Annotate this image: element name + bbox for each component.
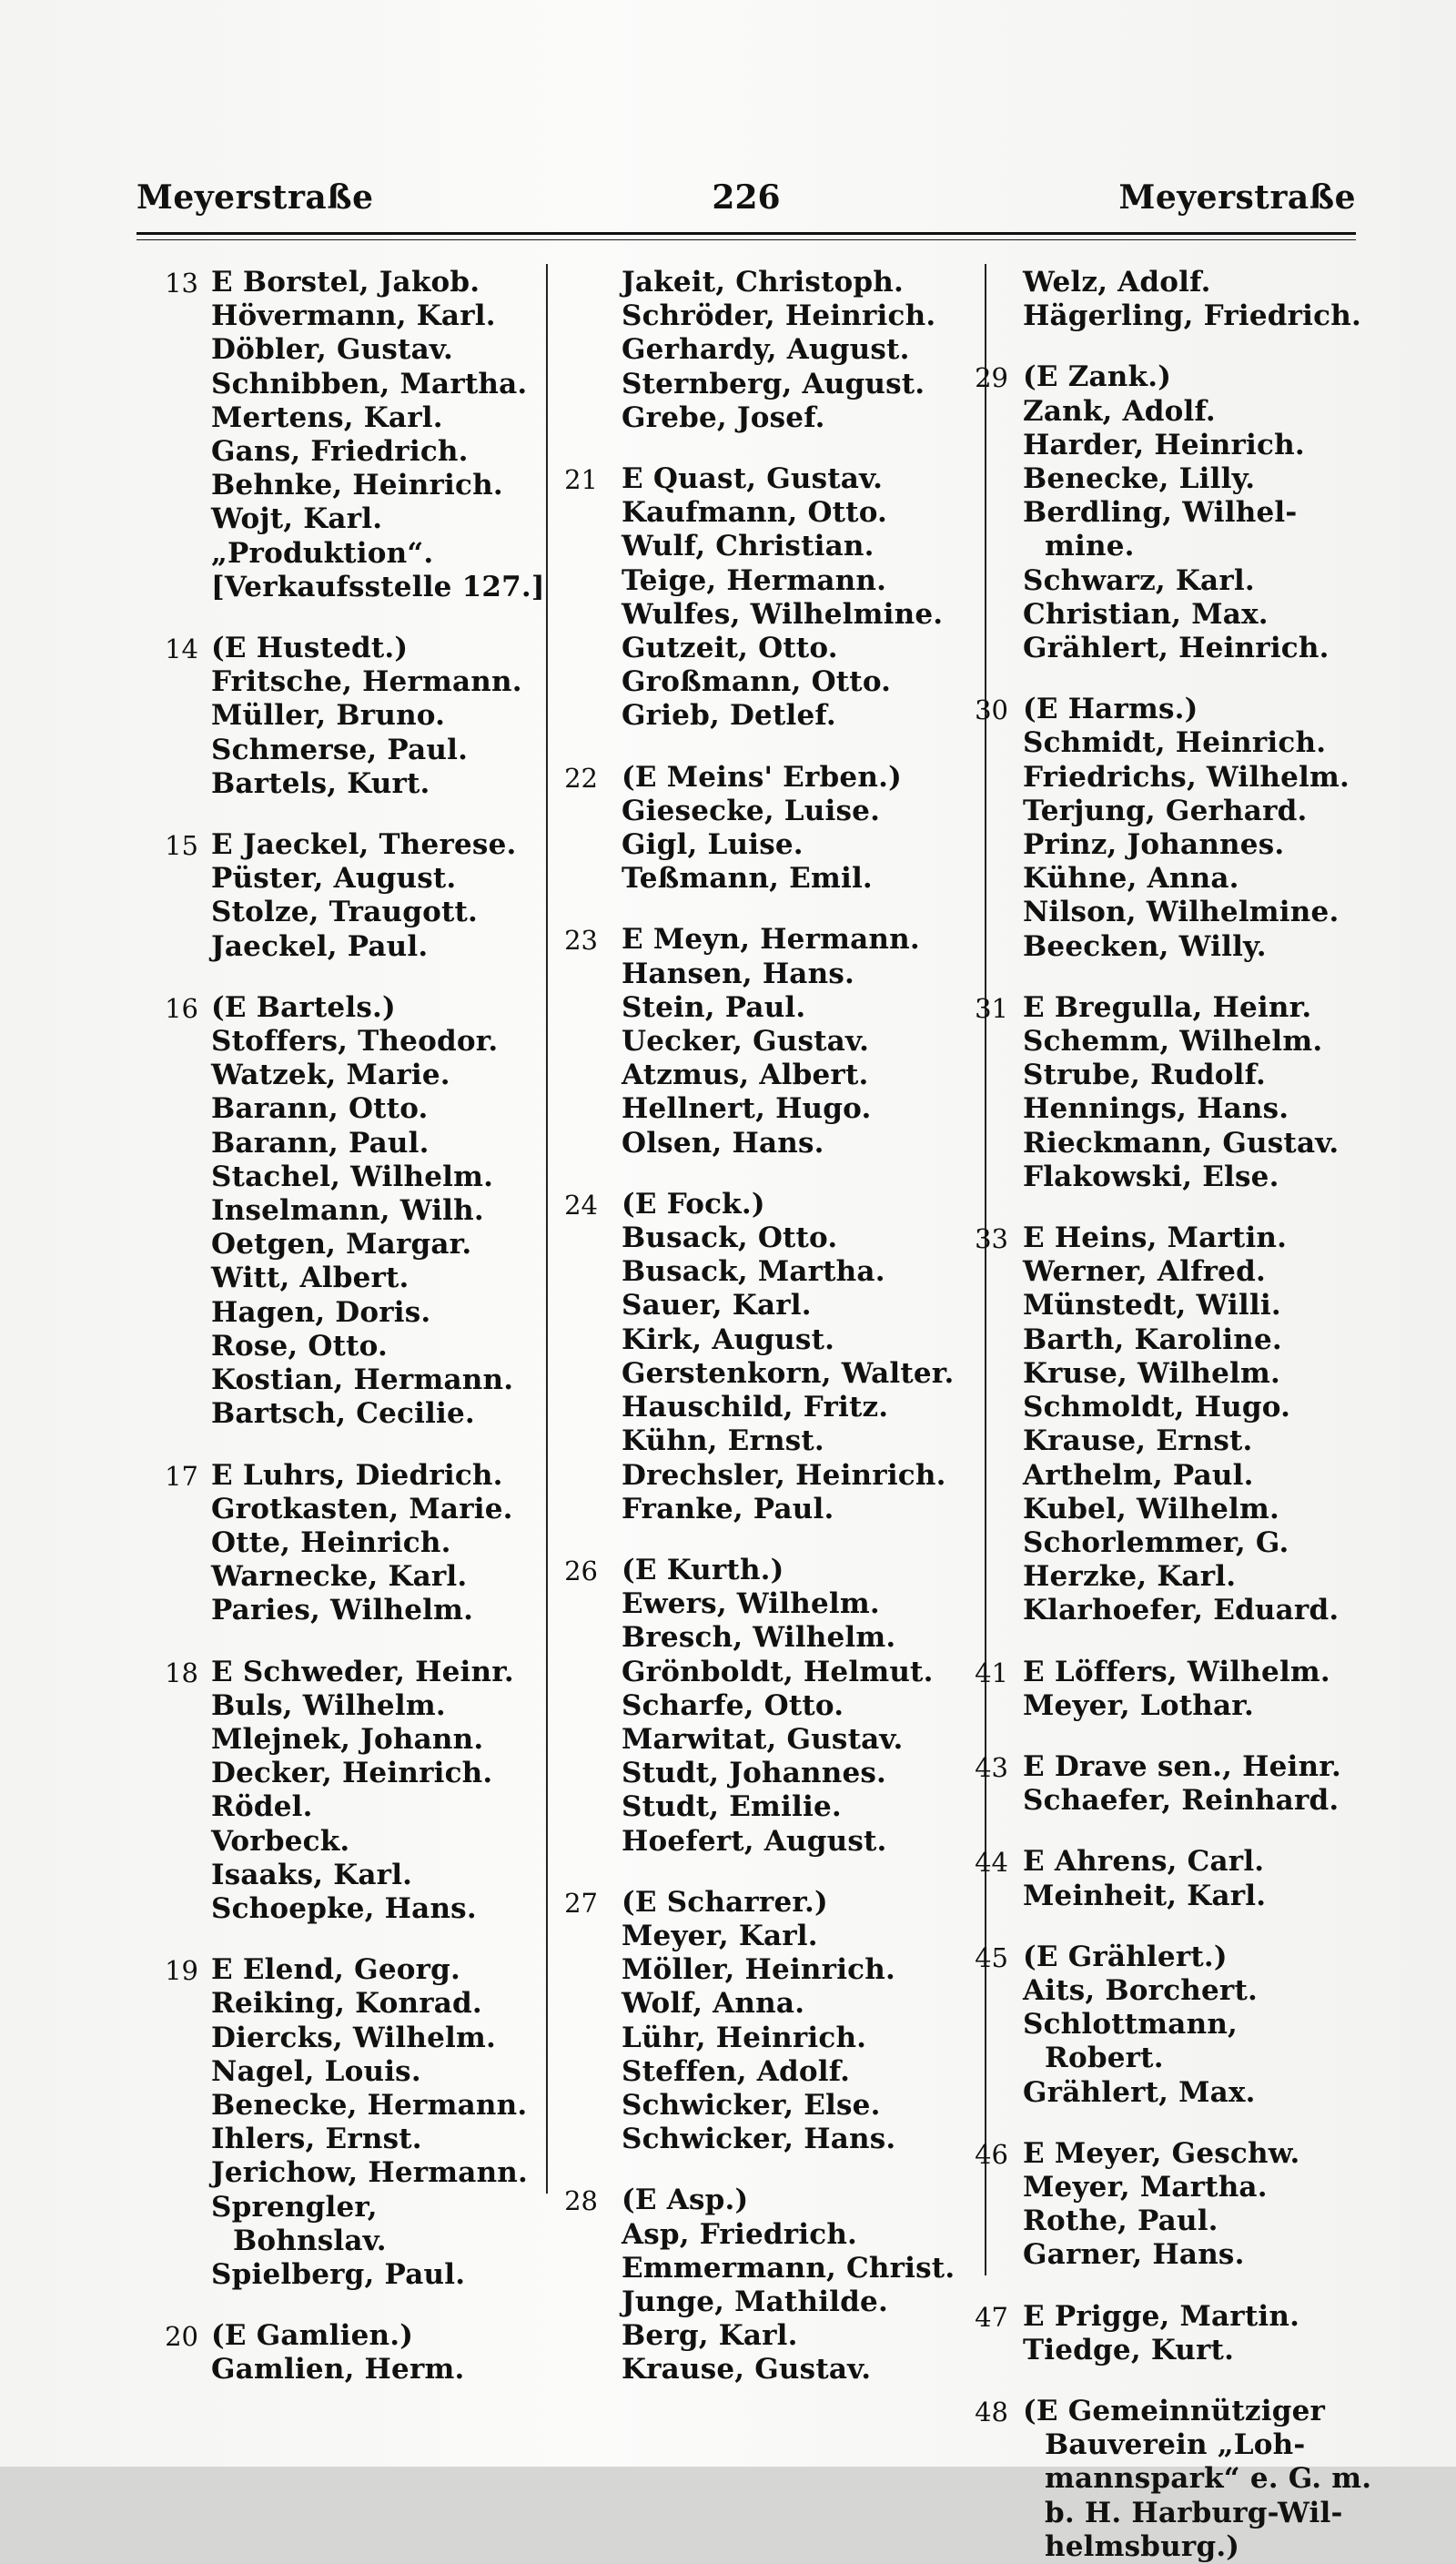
resident-line: Benecke, Lilly. <box>1023 462 1256 496</box>
page-header <box>136 178 1356 233</box>
resident-line: Kirk, August. <box>622 1323 835 1356</box>
resident-line: Mlejnek, Johann. <box>211 1722 484 1756</box>
resident-line: Schnibben, Martha. <box>211 367 528 400</box>
house-number: 41 <box>975 1657 1008 1688</box>
resident-list <box>622 462 983 734</box>
house-number: 15 <box>165 830 198 862</box>
resident-line: Kaufmann, Otto. <box>622 496 888 530</box>
resident-line: Tiedge, Kurt. <box>1023 2333 1235 2366</box>
column-2 <box>551 266 983 2387</box>
resident-line: Studt, Johannes. <box>622 1757 887 1790</box>
house-entry <box>551 462 983 734</box>
house-number: 43 <box>975 1751 1008 1783</box>
resident-line: Gerstenkorn, Walter. <box>622 1356 955 1390</box>
resident-line: (E Zank.) <box>1023 360 1172 394</box>
house-entry <box>146 1459 546 1628</box>
resident-list <box>211 266 546 604</box>
resident-list <box>622 2184 983 2387</box>
house-number: 28 <box>564 2185 598 2217</box>
resident-line: Teige, Hermann. <box>622 563 887 597</box>
house-entry <box>551 266 983 435</box>
resident-line: Meyer, Martha. <box>1023 2170 1268 2204</box>
resident-line: Friedrichs, Wilhelm. <box>1023 760 1350 794</box>
resident-line: E Elend, Georg. <box>211 1953 461 1987</box>
resident-line: Teßmann, Emil. <box>622 862 873 896</box>
house-number: 29 <box>975 362 1008 394</box>
house-number: 18 <box>165 1657 198 1688</box>
resident-line: Wolf, Anna. <box>622 1987 805 2021</box>
resident-line: Jerichow, Hermann. <box>211 2156 529 2190</box>
house-number: 14 <box>165 633 198 665</box>
resident-list <box>211 828 546 964</box>
resident-line: Arthelm, Paul. <box>1023 1458 1254 1492</box>
resident-line: Meyer, Lothar. <box>1023 1688 1254 1722</box>
resident-line: Gutzeit, Otto. <box>622 632 838 665</box>
resident-list <box>211 991 546 1432</box>
house-entry <box>551 923 983 1160</box>
resident-line: Scharfe, Otto. <box>622 1688 844 1722</box>
house-entry <box>146 266 546 604</box>
house-entry <box>956 2395 1429 2564</box>
resident-line: Krause, Gustav. <box>622 2353 872 2387</box>
resident-line: Wulf, Christian. <box>622 530 875 563</box>
resident-line: Krause, Ernst. <box>1023 1424 1253 1458</box>
resident-line: mine. <box>1045 530 1135 563</box>
resident-line: (E Harms.) <box>1023 693 1198 726</box>
resident-line: Oetgen, Margar. <box>211 1228 472 1262</box>
resident-line: Gans, Friedrich. <box>211 435 469 469</box>
resident-line: Isaaks, Karl. <box>211 1858 413 1891</box>
house-entry <box>551 1886 983 2157</box>
resident-line: Zank, Adolf. <box>1023 394 1216 428</box>
resident-line: Decker, Heinrich. <box>211 1757 493 1790</box>
resident-line: mannspark“ e. G. m. <box>1045 2462 1372 2496</box>
house-entry <box>956 991 1429 1194</box>
resident-line: Jakeit, Christoph. <box>622 266 905 299</box>
house-entry <box>956 360 1429 665</box>
resident-line: Großmann, Otto. <box>622 665 892 699</box>
house-entry <box>956 1941 1429 2110</box>
resident-line: Wulfes, Wilhelmine. <box>622 597 944 631</box>
resident-line: Wojt, Karl. <box>211 502 383 536</box>
house-number: 46 <box>975 2138 1008 2170</box>
house-entry <box>956 1845 1429 1912</box>
resident-line: Sauer, Karl. <box>622 1289 812 1323</box>
resident-list <box>1023 1221 1429 1627</box>
house-entry <box>551 761 983 897</box>
resident-list <box>211 2319 546 2387</box>
resident-line: Schwarz, Karl. <box>1023 563 1255 597</box>
resident-line: Sternberg, August. <box>622 367 925 400</box>
resident-line: Bauverein „Loh- <box>1045 2428 1306 2462</box>
resident-line: Olsen, Hans. <box>622 1126 824 1160</box>
resident-line: Franke, Paul. <box>622 1492 834 1525</box>
resident-line: Giesecke, Luise. <box>622 794 881 827</box>
resident-list <box>622 1188 983 1526</box>
house-number: 19 <box>165 1955 198 1987</box>
resident-line: Klarhoefer, Eduard. <box>1023 1594 1340 1627</box>
house-entry <box>956 1221 1429 1627</box>
resident-line: Schmerse, Paul. <box>211 733 469 766</box>
resident-line: Kostian, Hermann. <box>211 1363 514 1397</box>
resident-line: Otte, Heinrich. <box>211 1525 451 1559</box>
resident-line: Kubel, Wilhelm. <box>1023 1492 1280 1525</box>
house-entry <box>146 632 546 801</box>
resident-line: Grählert, Heinrich. <box>1023 632 1330 665</box>
resident-line: Rothe, Paul. <box>1023 2204 1218 2238</box>
resident-line: Lühr, Heinrich. <box>622 2021 867 2054</box>
resident-list <box>1023 2395 1429 2564</box>
resident-list <box>1023 1845 1429 1912</box>
resident-line: E Borstel, Jakob. <box>211 266 480 299</box>
resident-line: E Schweder, Heinr. <box>211 1655 514 1688</box>
resident-line: Kruse, Wilhelm. <box>1023 1356 1281 1390</box>
resident-line: Barth, Karoline. <box>1023 1323 1282 1356</box>
resident-line: Flakowski, Else. <box>1023 1160 1279 1193</box>
resident-line: Junge, Mathilde. <box>622 2285 888 2318</box>
resident-line: Schorlemmer, G. <box>1023 1525 1289 1559</box>
resident-line: Busack, Martha. <box>622 1255 885 1289</box>
house-number: 22 <box>564 762 598 794</box>
house-number: 33 <box>975 1223 1008 1255</box>
resident-line: Stachel, Wilhelm. <box>211 1160 494 1193</box>
header-rule-thin <box>136 239 1356 240</box>
header-rule-thick <box>136 232 1356 235</box>
resident-line: Watzek, Marie. <box>211 1059 450 1092</box>
resident-line: E Meyn, Hermann. <box>622 923 920 957</box>
resident-line: (E Gemeinnütziger <box>1023 2394 1326 2427</box>
resident-line: Berdling, Wilhel- <box>1023 496 1298 530</box>
resident-line: Harder, Heinrich. <box>1023 428 1305 461</box>
house-entry <box>956 2300 1429 2367</box>
resident-line: Hövermann, Karl. <box>211 299 496 333</box>
resident-list <box>1023 693 1429 964</box>
house-number: 16 <box>165 992 198 1024</box>
resident-line: Bresch, Wilhelm. <box>622 1621 896 1655</box>
house-number: 27 <box>564 1887 598 1919</box>
resident-line: E Drave sen., Heinr. <box>1023 1749 1341 1783</box>
house-number: 23 <box>564 925 598 957</box>
resident-line: E Ahrens, Carl. <box>1023 1845 1265 1879</box>
resident-line: E Löffers, Wilhelm. <box>1023 1655 1330 1688</box>
resident-line: Aits, Borchert. <box>1023 1973 1258 2007</box>
resident-line: (E Scharrer.) <box>622 1885 828 1919</box>
resident-line: Drechsler, Heinrich. <box>622 1458 946 1492</box>
resident-line: Robert. <box>1045 2042 1164 2075</box>
resident-line: Bartels, Kurt. <box>211 766 430 800</box>
resident-line: Barann, Paul. <box>211 1126 430 1160</box>
resident-line: Berg, Karl. <box>622 2319 798 2353</box>
resident-line: Kühne, Anna. <box>1023 862 1239 896</box>
resident-list <box>1023 1750 1429 1818</box>
resident-list <box>1023 2137 1429 2273</box>
resident-line: b. H. Harburg-Wil- <box>1045 2496 1343 2529</box>
resident-line: Hagen, Doris. <box>211 1295 431 1329</box>
resident-line: E Meyer, Geschw. <box>1023 2136 1300 2170</box>
resident-line: (E Hustedt.) <box>211 632 409 665</box>
resident-line: Grieb, Detlef. <box>622 699 836 733</box>
resident-line: Uecker, Gustav. <box>622 1025 870 1059</box>
house-entry <box>146 1953 546 2292</box>
resident-line: Emmermann, Christ. <box>622 2251 956 2285</box>
resident-list <box>1023 266 1429 333</box>
house-entry <box>956 1656 1429 1723</box>
resident-list <box>1023 1656 1429 1723</box>
resident-line: Buls, Wilhelm. <box>211 1688 446 1722</box>
house-number: 20 <box>165 2321 198 2353</box>
house-entry <box>956 693 1429 964</box>
resident-line: Gamlien, Herm. <box>211 2353 465 2387</box>
resident-line: (E Fock.) <box>622 1187 765 1221</box>
resident-line: Stein, Paul. <box>622 990 806 1024</box>
resident-line: Möller, Heinrich. <box>622 1953 895 1987</box>
resident-line: Schröder, Heinrich. <box>622 299 936 333</box>
resident-line: Jaeckel, Paul. <box>211 929 429 963</box>
column-1 <box>146 266 546 2387</box>
resident-line: (E Grählert.) <box>1023 1940 1228 1973</box>
resident-line: Schemm, Wilhelm. <box>1023 1025 1323 1059</box>
resident-line: Schlottmann, <box>1023 2008 1239 2042</box>
resident-line: Witt, Albert. <box>211 1262 410 1295</box>
resident-line: Fritsche, Hermann. <box>211 665 522 699</box>
resident-line: „Produktion“. <box>211 536 434 570</box>
resident-line: Bartsch, Cecilie. <box>211 1397 475 1431</box>
resident-line: Gigl, Luise. <box>622 828 804 862</box>
resident-line: Reiking, Konrad. <box>211 1987 482 2021</box>
resident-line: Döbler, Gustav. <box>211 333 453 367</box>
resident-list <box>211 1656 546 1927</box>
resident-line: Schwicker, Else. <box>622 2088 881 2122</box>
house-number: 45 <box>975 1941 1008 1973</box>
resident-line: Welz, Adolf. <box>1023 266 1211 299</box>
house-number: 47 <box>975 2301 1008 2333</box>
resident-line: Benecke, Hermann. <box>211 2088 528 2122</box>
resident-line: Sprengler, <box>211 2190 378 2224</box>
resident-line: [Verkaufsstelle 127.] <box>211 570 545 603</box>
resident-line: Ihlers, Ernst. <box>211 2123 422 2156</box>
resident-line: E Quast, Gustav. <box>622 462 884 496</box>
resident-line: Rieckmann, Gustav. <box>1023 1126 1340 1160</box>
resident-line: Vorbeck. <box>211 1824 350 1858</box>
house-number: 24 <box>564 1189 598 1221</box>
resident-line: Barann, Otto. <box>211 1092 429 1126</box>
resident-line: Herzke, Karl. <box>1023 1560 1237 1594</box>
resident-line: E Bregulla, Heinr. <box>1023 990 1312 1024</box>
resident-line: Müller, Bruno. <box>211 699 446 733</box>
house-number: 26 <box>564 1555 598 1586</box>
resident-line: Gerhardy, August. <box>622 333 910 367</box>
resident-line: Meinheit, Karl. <box>1023 1879 1267 1912</box>
resident-line: Marwitat, Gustav. <box>622 1722 904 1756</box>
resident-line: Stoffers, Theodor. <box>211 1025 499 1059</box>
resident-line: Studt, Emilie. <box>622 1790 842 1824</box>
resident-line: (E Kurth.) <box>622 1553 784 1586</box>
header-street-right: Meyerstraße <box>1118 178 1356 217</box>
house-entry <box>956 1750 1429 1818</box>
house-number: 44 <box>975 1847 1008 1879</box>
house-number: 17 <box>165 1460 198 1492</box>
resident-line: E Prigge, Martin. <box>1023 2299 1300 2333</box>
resident-list <box>622 1554 983 1859</box>
house-entry <box>956 266 1429 333</box>
resident-line: Schoepke, Hans. <box>211 1891 477 1925</box>
house-entry <box>551 2184 983 2387</box>
resident-line: E Luhrs, Diedrich. <box>211 1458 503 1492</box>
resident-line: Garner, Hans. <box>1023 2238 1245 2272</box>
resident-line: Kühn, Ernst. <box>622 1424 824 1458</box>
resident-line: Steffen, Adolf. <box>622 2054 851 2088</box>
resident-line: helmsburg.) <box>1045 2529 1240 2563</box>
house-number: 31 <box>975 992 1008 1024</box>
resident-line: Meyer, Karl. <box>622 1919 818 1952</box>
resident-line: Spielberg, Paul. <box>211 2257 466 2291</box>
resident-list <box>211 1459 546 1628</box>
resident-list <box>622 923 983 1160</box>
resident-line: Strube, Rudolf. <box>1023 1059 1267 1092</box>
resident-line: Hellnert, Hugo. <box>622 1092 872 1126</box>
resident-line: Grebe, Josef. <box>622 400 825 434</box>
resident-line: Nilson, Wilhelmine. <box>1023 896 1340 929</box>
house-number: 48 <box>975 2396 1008 2427</box>
resident-line: Warnecke, Karl. <box>211 1560 468 1594</box>
resident-list <box>1023 991 1429 1194</box>
house-entry <box>551 1554 983 1859</box>
resident-line: Münstedt, Willi. <box>1023 1289 1281 1323</box>
resident-line: Inselmann, Wilh. <box>211 1194 484 1228</box>
resident-line: Werner, Alfred. <box>1023 1255 1266 1289</box>
resident-line: (E Bartels.) <box>211 990 396 1024</box>
house-number: 30 <box>975 694 1008 726</box>
resident-line: Behnke, Heinrich. <box>211 469 503 502</box>
resident-line: Rose, Otto. <box>211 1329 388 1363</box>
resident-line: Terjung, Gerhard. <box>1023 794 1308 827</box>
resident-line: (E Asp.) <box>622 2184 749 2217</box>
resident-list <box>211 632 546 801</box>
resident-line: Hägerling, Friedrich. <box>1023 299 1361 333</box>
resident-line: Schaefer, Reinhard. <box>1023 1784 1340 1818</box>
resident-line: Schmidt, Heinrich. <box>1023 726 1327 760</box>
resident-line: Hauschild, Fritz. <box>622 1391 889 1424</box>
resident-line: Rödel. <box>211 1790 313 1824</box>
resident-line: Busack, Otto. <box>622 1221 838 1255</box>
resident-line: (E Meins' Erben.) <box>622 760 902 794</box>
resident-line: Bohnslav. <box>233 2224 387 2257</box>
resident-line: Grönboldt, Helmut. <box>622 1655 934 1688</box>
house-number: 21 <box>564 464 598 496</box>
column-3 <box>956 266 1429 2564</box>
resident-line: Prinz, Johannes. <box>1023 828 1285 862</box>
resident-line: Paries, Wilhelm. <box>211 1594 474 1627</box>
resident-line: (E Gamlien.) <box>211 2319 414 2353</box>
resident-line: Diercks, Wilhelm. <box>211 2021 496 2054</box>
resident-line: Püster, August. <box>211 862 457 896</box>
resident-list <box>211 1953 546 2292</box>
resident-line: Beecken, Willy. <box>1023 929 1267 963</box>
resident-line: Hansen, Hans. <box>622 957 854 990</box>
resident-line: E Heins, Martin. <box>1023 1221 1288 1255</box>
resident-list <box>1023 360 1429 665</box>
house-number: 13 <box>165 268 198 299</box>
house-entry <box>146 991 546 1432</box>
resident-line: Hennings, Hans. <box>1023 1092 1289 1126</box>
resident-line: Schmoldt, Hugo. <box>1023 1391 1291 1424</box>
resident-line: Grotkasten, Marie. <box>211 1492 513 1525</box>
resident-line: Hoefert, August. <box>622 1824 887 1858</box>
resident-line: Nagel, Louis. <box>211 2054 421 2088</box>
resident-line: Stolze, Traugott. <box>211 896 479 929</box>
house-entry <box>956 2137 1429 2273</box>
resident-line: Christian, Max. <box>1023 597 1269 631</box>
house-entry <box>551 1188 983 1526</box>
page-number: 226 <box>712 178 781 217</box>
resident-list <box>622 761 983 897</box>
resident-line: Atzmus, Albert. <box>622 1059 869 1092</box>
resident-line: Asp, Friedrich. <box>622 2217 858 2251</box>
resident-line: Mertens, Karl. <box>211 400 443 434</box>
resident-list <box>1023 2300 1429 2367</box>
resident-line: Grählert, Max. <box>1023 2075 1256 2109</box>
header-street-left: Meyerstraße <box>136 178 374 217</box>
resident-line: Schwicker, Hans. <box>622 2123 896 2156</box>
house-entry <box>146 828 546 964</box>
resident-list <box>622 266 983 435</box>
resident-line: E Jaeckel, Therese. <box>211 828 517 862</box>
resident-list <box>1023 1941 1429 2110</box>
house-entry <box>146 1656 546 1927</box>
resident-line: Ewers, Wilhelm. <box>622 1587 880 1621</box>
resident-list <box>622 1886 983 2157</box>
house-entry <box>146 2319 546 2387</box>
